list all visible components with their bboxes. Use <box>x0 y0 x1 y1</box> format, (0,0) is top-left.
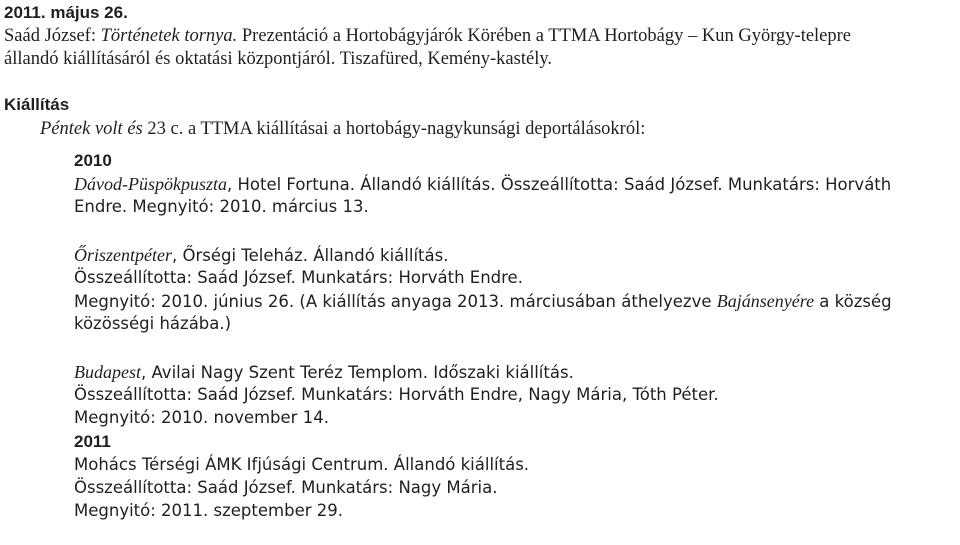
year-2011-label: 2011 <box>74 432 111 451</box>
event-dash: – <box>687 26 698 46</box>
entry-oriszentpeter-details: , Őrségi Teleház. Állandó kiállítás. <box>172 246 449 265</box>
entry-budapest-line-3: Megnyitó: 2010. november 14. <box>74 408 329 427</box>
entry-mohacs-line-2: Összeállította: Saád József. Munkatárs: Nagy Mária. <box>74 478 498 497</box>
entry-davod-details: , Hotel Fortuna. Állandó kiállítás. Összeállította: Saád József. Munkatárs: Horváth <box>226 175 892 194</box>
event-date: 2011. május 26. <box>4 3 128 22</box>
section-intro-italic: Péntek volt és <box>40 119 143 139</box>
entry-oriszentpeter-line-3 <box>74 290 892 313</box>
entry-oriszentpeter-opening: Megnyitó: 2010. június 26. (A kiállítás anyaga 2013. márciusában áthelyezve <box>74 292 717 311</box>
entry-davod-place: Dávod-Püspökpuszta <box>74 174 227 194</box>
entry-oriszentpeter-line-4: közösségi házába.) <box>74 314 232 333</box>
event-line-2: állandó kiállításáról és oktatási központjáról. Tiszafüred, Kemény-kastély. <box>4 49 553 69</box>
event-work-title: Történetek tornya. <box>100 26 238 46</box>
entry-budapest-line-2: Összeállította: Saád József. Munkatárs: Horváth Endre, Nagy Mária, Tóth Péter. <box>74 385 719 404</box>
entry-mohacs-line-1: Mohács Térségi ÁMK Ifjúsági Centrum. Állandó kiállítás. <box>74 455 530 474</box>
entry-oriszentpeter-line-1 <box>74 244 448 267</box>
entry-budapest-place: Budapest <box>74 362 141 382</box>
year-2010-label: 2010 <box>74 151 112 170</box>
entry-davod-line-2: Endre. Megnyitó: 2010. március 13. <box>74 197 369 216</box>
section-title: Kiállítás <box>4 95 70 114</box>
entry-oriszentpeter-new-place: Bajánsenyére <box>716 291 815 311</box>
entry-davod-line-1 <box>74 173 891 196</box>
entry-oriszentpeter-opening-end: a község <box>814 292 892 311</box>
section-intro-rest: 23 c. a TTMA kiállításai a hortobágy-nagykunsági deportálásokról: <box>147 119 646 139</box>
entry-oriszentpeter-place: Őriszentpéter <box>74 245 172 265</box>
event-line-1 <box>4 25 851 47</box>
entry-mohacs-line-3: Megnyitó: 2011. szeptember 29. <box>74 501 343 520</box>
event-description: Prezentáció a Hortobágyjárók Körében a TTMA Hortobágy <box>241 26 684 46</box>
event-author: Saád József: <box>4 26 96 46</box>
entry-budapest-details: , Avilai Nagy Szent Teréz Templom. Időszaki kiállítás. <box>141 363 574 382</box>
section-intro <box>40 118 645 140</box>
entry-budapest-line-1 <box>74 361 574 384</box>
entry-oriszentpeter-line-2: Összeállította: Saád József. Munkatárs: Horváth Endre. <box>74 268 523 287</box>
event-description-end: Kun György-telepre <box>701 26 852 46</box>
